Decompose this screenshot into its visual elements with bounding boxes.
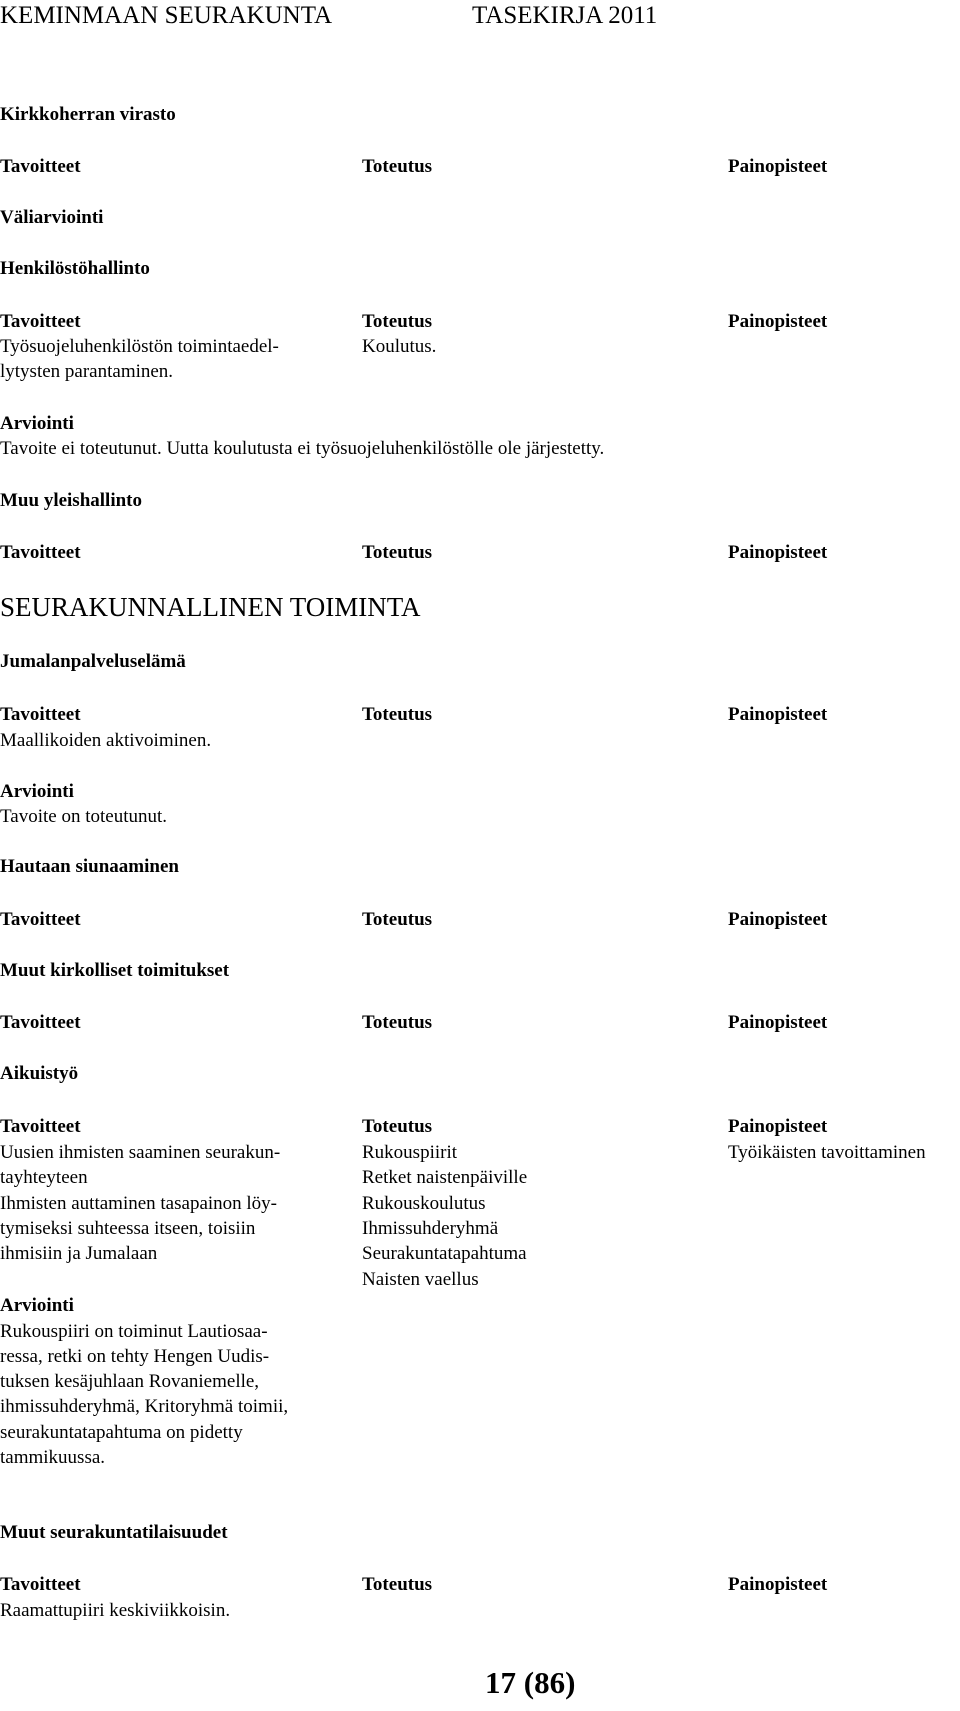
impl-text: Ihmissuhderyhmä [362, 1218, 499, 1239]
impl-text: Naisten vaellus [362, 1269, 479, 1290]
col-toteutus: Toteutus [362, 1012, 433, 1033]
col-tavoitteet: Tavoitteet [0, 704, 81, 725]
arviointi-label: Arviointi [0, 413, 74, 434]
focus-text: Työikäisten tavoittaminen [728, 1142, 926, 1163]
col-toteutus: Toteutus [362, 156, 433, 177]
section-title: Muut seurakuntatilaisuudet [0, 1522, 228, 1543]
col-painopisteet: Painopisteet [728, 1012, 828, 1033]
goal-text: Maallikoiden aktivoiminen. [0, 730, 212, 751]
impl-text: Retket naistenpäiville [362, 1167, 528, 1188]
col-toteutus: Toteutus [362, 542, 433, 563]
main-section-title: SEURAKUNNALLINEN TOIMINTA [0, 592, 421, 622]
section-title: Muu yleishallinto [0, 490, 142, 511]
col-toteutus: Toteutus [362, 311, 433, 332]
goal-text: Työsuojeluhenkilöstön toimintaedel- [0, 336, 279, 357]
section-title: Henkilöstöhallinto [0, 258, 150, 279]
eval-text: seurakuntatapahtuma on pidetty [0, 1422, 243, 1443]
col-painopisteet: Painopisteet [728, 156, 828, 177]
section-title: Muut kirkolliset toimitukset [0, 960, 230, 981]
goal-text: tayhteyteen [0, 1167, 88, 1188]
section-title: Jumalanpalveluselämä [0, 651, 186, 672]
header-org: KEMINMAAN SEURAKUNTA [0, 2, 333, 29]
impl-text: Seurakuntatapahtuma [362, 1243, 527, 1264]
col-painopisteet: Painopisteet [728, 1574, 828, 1595]
col-tavoitteet: Tavoitteet [0, 311, 81, 332]
section-title: Aikuistyö [0, 1063, 79, 1084]
arviointi-label: Arviointi [0, 1295, 74, 1316]
page-number: 17 (86) [485, 1665, 576, 1700]
goal-text: tymiseksi suhteessa itseen, toisiin [0, 1218, 256, 1239]
section-title: Kirkkoherran virasto [0, 104, 176, 125]
eval-text: Tavoite on toteutunut. [0, 806, 168, 827]
col-tavoitteet: Tavoitteet [0, 1574, 81, 1595]
col-tavoitteet: Tavoitteet [0, 156, 81, 177]
eval-text: tammikuussa. [0, 1447, 106, 1468]
arviointi-label: Arviointi [0, 781, 74, 802]
col-toteutus: Toteutus [362, 1574, 433, 1595]
header-doc-title: TASEKIRJA 2011 [472, 2, 658, 29]
goal-text: ihmisiin ja Jumalaan [0, 1243, 158, 1264]
goal-text: Raamattupiiri keskiviikkoisin. [0, 1600, 231, 1621]
eval-text: Tavoite ei toteutunut. Uutta koulutusta ei työsuojeluhenkilöstölle ole järjestetty. [0, 438, 605, 459]
col-toteutus: Toteutus [362, 909, 433, 930]
section-title: Hautaan siunaaminen [0, 856, 179, 877]
col-painopisteet: Painopisteet [728, 311, 828, 332]
col-toteutus: Toteutus [362, 1116, 433, 1137]
eval-text: ihmissuhderyhmä, Kritoryhmä toimii, [0, 1396, 289, 1417]
goal-text: Uusien ihmisten saaminen seurakun- [0, 1142, 281, 1163]
col-tavoitteet: Tavoitteet [0, 1116, 81, 1137]
col-painopisteet: Painopisteet [728, 1116, 828, 1137]
impl-text: Rukouspiirit [362, 1142, 458, 1163]
col-tavoitteet: Tavoitteet [0, 909, 81, 930]
section-title: Väliarviointi [0, 207, 104, 228]
eval-text: tuksen kesäjuhlaan Rovaniemelle, [0, 1371, 260, 1392]
col-tavoitteet: Tavoitteet [0, 1012, 81, 1033]
eval-text: Rukouspiiri on toiminut Lautiosaa- [0, 1321, 268, 1342]
col-painopisteet: Painopisteet [728, 909, 828, 930]
goal-text: Ihmisten auttaminen tasapainon löy- [0, 1193, 278, 1214]
col-painopisteet: Painopisteet [728, 704, 828, 725]
goal-text: lytysten parantaminen. [0, 361, 174, 382]
col-tavoitteet: Tavoitteet [0, 542, 81, 563]
impl-text: Rukouskoulutus [362, 1193, 486, 1214]
impl-text: Koulutus. [362, 336, 437, 357]
eval-text: ressa, retki on tehty Hengen Uudis- [0, 1346, 270, 1367]
col-painopisteet: Painopisteet [728, 542, 828, 563]
col-toteutus: Toteutus [362, 704, 433, 725]
